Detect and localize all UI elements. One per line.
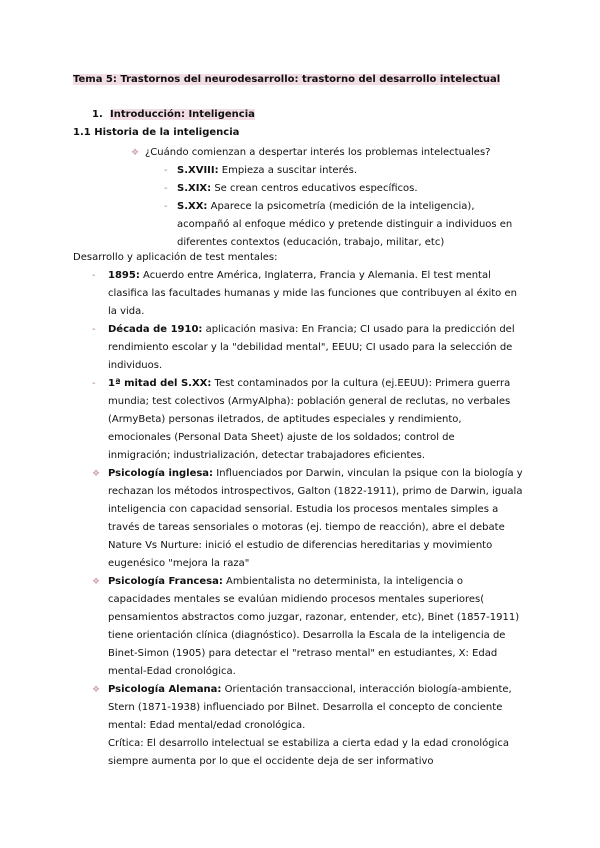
dash-bullet-icon: - bbox=[164, 165, 168, 176]
list-item-line bbox=[108, 609, 519, 627]
item-text: Influenciados por Darwin, vinculan la psique con la biología y bbox=[213, 468, 523, 479]
section-number: 1. bbox=[92, 109, 103, 120]
item-text: aplicación masiva: En Francia; CI usado para la predicción del bbox=[202, 324, 515, 335]
item-text: pensamientos abstractos como juzgar, razonar, entender, etc), Binet (1857-1911) bbox=[108, 612, 520, 623]
item-text: Ambientalista no determinista, la inteligencia o bbox=[222, 576, 464, 587]
list-item-line bbox=[108, 375, 510, 393]
item-text: inteligencia con capacidad sensorial. Estudia los procesos mentales simples a bbox=[108, 504, 499, 515]
list-item-line bbox=[108, 339, 512, 357]
item-text: rendimiento escolar y la "debilidad mental", EEUU; CI usado para la selección de bbox=[108, 342, 513, 353]
list-item-line bbox=[108, 519, 505, 537]
list-item-line bbox=[108, 681, 512, 699]
list-item-line bbox=[108, 411, 462, 429]
item-label: S.XX: bbox=[177, 201, 208, 212]
item-label: Psicología Francesa: bbox=[108, 576, 223, 587]
item-label: S.XIX: bbox=[177, 183, 212, 194]
list-item-line bbox=[108, 699, 502, 717]
item-text: diferentes contextos (educación, trabajo, militar, etc) bbox=[177, 237, 445, 248]
document-title: Tema 5: Trastornos del neurodesarrollo: trastorno del desarrollo intelectual bbox=[73, 74, 501, 85]
item-text: eugenésico "mejora la raza" bbox=[108, 558, 250, 569]
diamond-bullet-icon: ❖ bbox=[92, 685, 101, 695]
list-item-line bbox=[108, 267, 491, 285]
item-text: Stern (1871-1938) influenciado por Bilnet. Desarrolla el concepto de conciente bbox=[108, 702, 503, 713]
item-text: Nature Vs Nurture: inició el estudio de diferencias hereditarias y movimiento bbox=[108, 540, 493, 551]
item-text: mundia; test colectivos (ArmyAlpha): población general de reclutas, no verbales bbox=[108, 396, 511, 407]
dash-bullet-icon: - bbox=[92, 324, 96, 335]
list-item-line bbox=[108, 591, 484, 609]
list-item-line bbox=[108, 483, 522, 501]
list-item-line bbox=[177, 198, 475, 216]
item-text: tiene orientación clínica (diagnóstico). Desarrolla la Escala de la inteligencia de bbox=[108, 630, 506, 641]
list-item-line bbox=[108, 393, 510, 411]
diamond-bullet-icon: ❖ bbox=[92, 577, 101, 587]
list-item-line bbox=[108, 285, 517, 303]
list-item-line bbox=[108, 627, 505, 645]
list-item-line bbox=[108, 753, 434, 771]
item-label: Psicología inglesa: bbox=[108, 468, 214, 479]
item-text: mental: Edad mental/edad cronológica. bbox=[108, 720, 306, 731]
item-text: Orientación transaccional, interacción biología-ambiente, bbox=[221, 684, 512, 695]
item-label: S.XVIII: bbox=[177, 165, 219, 176]
list-item-line bbox=[177, 216, 512, 234]
list-item-line bbox=[108, 663, 236, 681]
diamond-bullet-icon: ❖ bbox=[131, 148, 140, 158]
item-text: clasifica las facultades humanas y mide las funciones que contribuyen al éxito en bbox=[108, 288, 517, 299]
list-item-line bbox=[108, 645, 497, 663]
list-item-line bbox=[108, 447, 425, 465]
dash-bullet-icon: - bbox=[92, 270, 96, 281]
list-item-line bbox=[108, 303, 144, 321]
item-text: individuos. bbox=[108, 360, 163, 371]
dev-heading: Desarrollo y aplicación de test mentales: bbox=[73, 252, 278, 263]
list-item-line bbox=[108, 465, 523, 483]
item-text: Acuerdo entre América, Inglaterra, Francia y Alemania. El test mental bbox=[139, 270, 491, 281]
item-text: rechazan los métodos introspectivos, Galton (1822-1911), primo de Darwin, iguala bbox=[108, 486, 523, 497]
list-item-line bbox=[108, 501, 498, 519]
dash-bullet-icon: - bbox=[164, 183, 168, 194]
item-text: Empieza a suscitar interés. bbox=[218, 165, 357, 176]
dash-bullet-icon: - bbox=[92, 378, 96, 389]
item-text: siempre aumenta por lo que el occidente deja de ser informativo bbox=[108, 756, 434, 767]
item-text: Test contaminados por la cultura (ej.EEUU): Primera guerra bbox=[211, 378, 511, 389]
list-item-line bbox=[108, 573, 463, 591]
list-item-line bbox=[108, 717, 305, 735]
item-text: inmigración; industrialización, detectar trabajadores eficientes. bbox=[108, 450, 426, 461]
list-item-line bbox=[108, 429, 455, 447]
item-text: mental-Edad cronológica. bbox=[108, 666, 236, 677]
subsection-heading: 1.1 Historia de la inteligencia bbox=[73, 127, 240, 138]
diamond-bullet-icon: ❖ bbox=[92, 469, 101, 479]
item-text: la vida. bbox=[108, 306, 145, 317]
list-item-line bbox=[177, 180, 418, 198]
question-text: ¿Cuándo comienzan a despertar interés los problemas intelectuales? bbox=[145, 147, 491, 158]
item-text: (ArmyBeta) personas iletrados, de aptitudes especiales y rendimiento, bbox=[108, 414, 462, 425]
item-label: Década de 1910: bbox=[108, 324, 203, 335]
item-text: Binet-Simon (1905) para detectar el "retraso mental" en estudiantes, X: Edad bbox=[108, 648, 498, 659]
list-item-line bbox=[108, 735, 509, 753]
item-label: 1895: bbox=[108, 270, 140, 281]
dash-bullet-icon: - bbox=[164, 201, 168, 212]
item-text: Se crean centros educativos específicos. bbox=[211, 183, 418, 194]
item-text: emocionales (Personal Data Sheet) ajuste de los soldados; control de bbox=[108, 432, 455, 443]
list-item-line bbox=[108, 555, 249, 573]
list-item-line bbox=[177, 162, 357, 180]
item-text: capacidades mentales se evalúan midiendo procesos mentales superiores( bbox=[108, 594, 485, 605]
list-item-line bbox=[108, 357, 162, 375]
list-item-line bbox=[108, 537, 492, 555]
item-text: acompañó al enfoque médico y pretende distinguir a individuos en bbox=[177, 219, 513, 230]
item-label: Psicología Alemana: bbox=[108, 684, 222, 695]
item-text: Crítica: El desarrollo intelectual se estabiliza a cierta edad y la edad cronológica bbox=[108, 738, 509, 749]
section-heading: Introducción: Inteligencia bbox=[110, 109, 255, 120]
item-text: través de tareas sensoriales o motoras (ej. tiempo de reacción), abre el debate bbox=[108, 522, 505, 533]
item-text: Aparece la psicometría (medición de la inteligencia), bbox=[207, 201, 475, 212]
item-label: 1ª mitad del S.XX: bbox=[108, 378, 212, 389]
list-item-line bbox=[108, 321, 515, 339]
